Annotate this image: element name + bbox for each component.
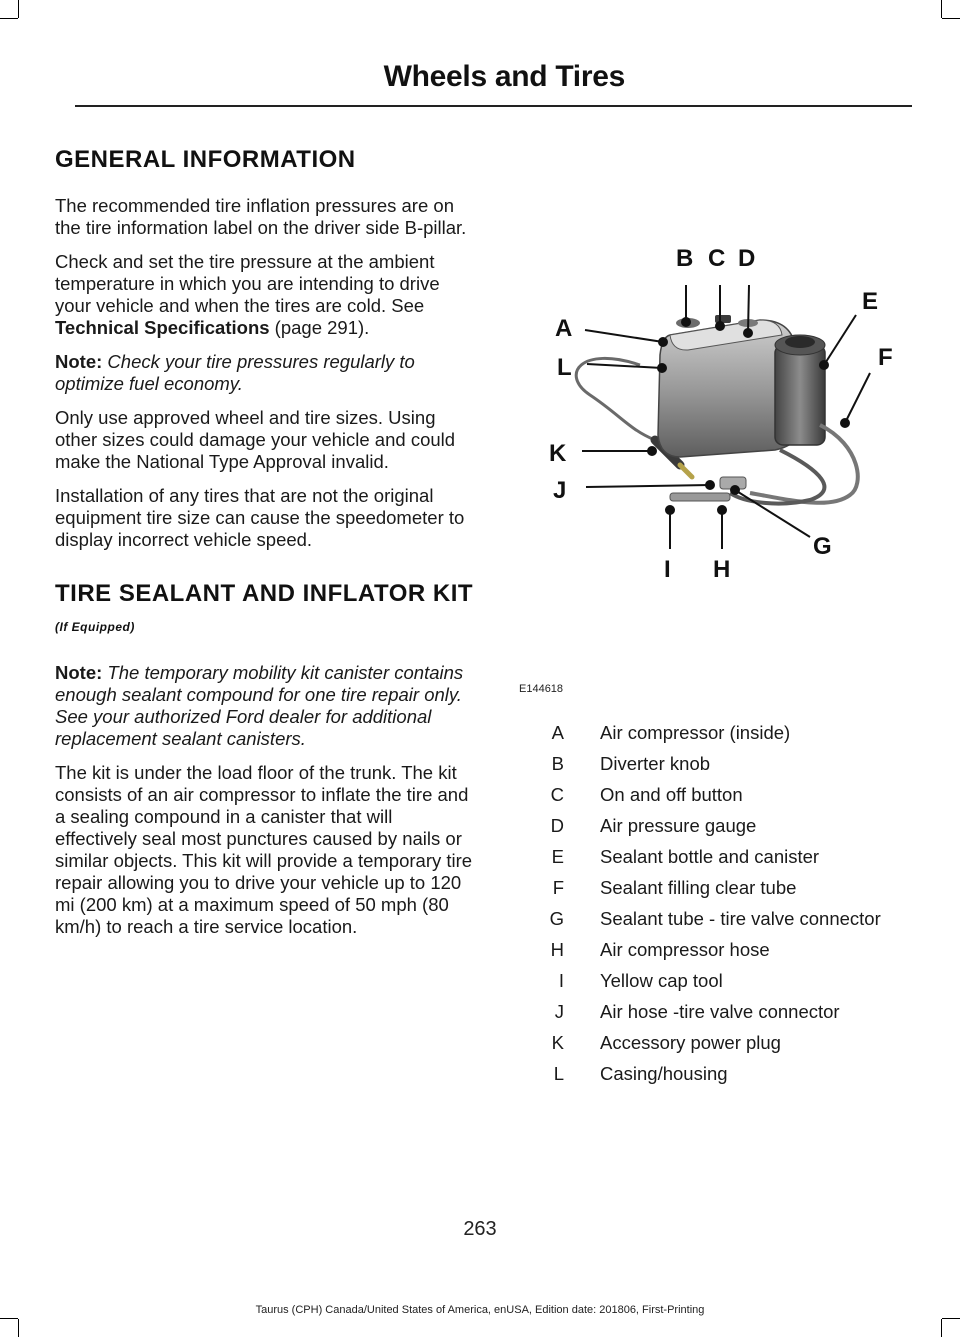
general-paragraph-3: Only use approved wheel and tire sizes. Using other sizes could damage your vehicle and could make the National Type Approval invalid. (55, 407, 456, 472)
technical-specifications-link[interactable]: Technical Specifications (55, 317, 270, 338)
note-text: Check your tire pressures regularly to optimize fuel economy. (55, 351, 415, 394)
page-number: 263 (463, 1218, 497, 1240)
callout-b: B (676, 245, 694, 272)
kit-note (55, 662, 477, 750)
callout-c: C (708, 245, 726, 272)
inflator-kit-illustration (520, 225, 900, 695)
legend-row (520, 1032, 900, 1054)
crop-mark (941, 1319, 942, 1337)
legend-label: Sealant filling clear tube (600, 877, 797, 898)
general-note (55, 351, 477, 395)
crop-mark (18, 1319, 19, 1337)
legend-row (520, 815, 900, 837)
legend-row (520, 1063, 900, 1085)
legend-label: Air pressure gauge (600, 815, 757, 836)
note-text: The temporary mobility kit canister contains enough sealant compound for one tire repair only. See your authorized Ford dealer for additional replacement sealant canisters. (55, 662, 464, 749)
legend-row (520, 1001, 900, 1023)
legend-key: I (558, 970, 564, 991)
callout-j: J (553, 477, 567, 504)
note-label: Note: (55, 662, 103, 683)
legend-row (520, 970, 900, 992)
callout-f: F (878, 344, 893, 371)
legend-label: Air compressor (inside) (600, 722, 791, 743)
header-divider (75, 105, 912, 107)
general-paragraph-4: Installation of any tires that are not the original equipment tire size can cause the speedometer to display incorrect vehicle speed. (55, 485, 465, 550)
callout-a: A (555, 315, 573, 342)
kit-paragraph-1: The kit is under the load floor of the trunk. The kit consists of an air compressor to inflate the tire and a sealing compound in a canister that will effectively seal most punctures caused by nails or similar objects. This kit will provide a temporary tire repair allowing you to drive your vehicle up to 120 mi (200 km) at a maximum speed of 50 mph (80 km/h) to reach a tire service location. (55, 762, 473, 937)
kit-heading-text: TIRE SEALANT AND INFLATOR KIT (55, 580, 474, 607)
compressor-drawing (576, 315, 858, 504)
legend-row (520, 908, 900, 930)
general-paragraph-2-page: (page 291). (269, 317, 370, 338)
legend-label: Yellow cap tool (600, 970, 723, 991)
legend-row (520, 939, 900, 961)
general-paragraph-1: The recommended tire inflation pressures are on the tire information label on the driver side B-pillar. (55, 195, 467, 238)
legend-label: Air hose -tire valve connector (600, 1001, 840, 1022)
crop-mark (18, 0, 19, 18)
legend-key: J (554, 1001, 564, 1022)
callout-d: D (738, 245, 756, 272)
crop-mark (942, 1318, 960, 1319)
legend-row (520, 722, 900, 744)
footer-edition-info: Taurus (CPH) Canada/United States of America, enUSA, Edition date: 201806, First-Printing (255, 1304, 705, 1316)
legend-key: L (553, 1063, 564, 1084)
crop-mark (941, 0, 942, 18)
kit-heading-sub: (If Equipped) (55, 620, 135, 634)
callout-l: L (557, 354, 572, 381)
legend-label: Air compressor hose (600, 939, 770, 960)
left-column (55, 145, 477, 950)
legend-label: Accessory power plug (600, 1032, 781, 1053)
page-title: Wheels and Tires (383, 60, 625, 93)
callout-g: G (813, 533, 832, 560)
legend-row (520, 846, 900, 868)
figure-legend (520, 722, 900, 1094)
legend-label: On and off button (600, 784, 743, 805)
general-paragraph-2 (55, 251, 477, 339)
legend-key: B (551, 753, 564, 774)
legend-label: Sealant tube - tire valve connector (600, 908, 881, 929)
legend-key: F (552, 877, 564, 898)
note-label: Note: (55, 351, 103, 372)
legend-row (520, 877, 900, 899)
legend-key: G (549, 908, 564, 929)
legend-key: A (551, 722, 564, 743)
crop-mark (942, 18, 960, 19)
legend-label: Diverter knob (600, 753, 711, 774)
crop-mark (0, 1318, 18, 1319)
legend-key: H (550, 939, 564, 960)
crop-mark (0, 18, 18, 19)
legend-key: K (551, 1032, 564, 1053)
legend-label: Casing/housing (600, 1063, 728, 1084)
callout-h: H (713, 556, 731, 583)
legend-row (520, 753, 900, 775)
legend-label: Sealant bottle and canister (600, 846, 820, 867)
callout-e: E (862, 288, 879, 315)
general-information-heading: GENERAL INFORMATION (55, 146, 356, 173)
kit-heading (55, 579, 477, 642)
legend-row (520, 784, 900, 806)
callout-i: I (664, 556, 671, 583)
general-paragraph-2-text: Check and set the tire pressure at the ambient temperature in which you are intending to drive your vehicle and when the tires are cold. See (55, 251, 440, 316)
figure-code: E144618 (519, 683, 564, 695)
legend-key: E (551, 846, 564, 867)
callout-k: K (549, 440, 567, 467)
legend-key: D (550, 815, 564, 836)
legend-key: C (550, 784, 564, 805)
